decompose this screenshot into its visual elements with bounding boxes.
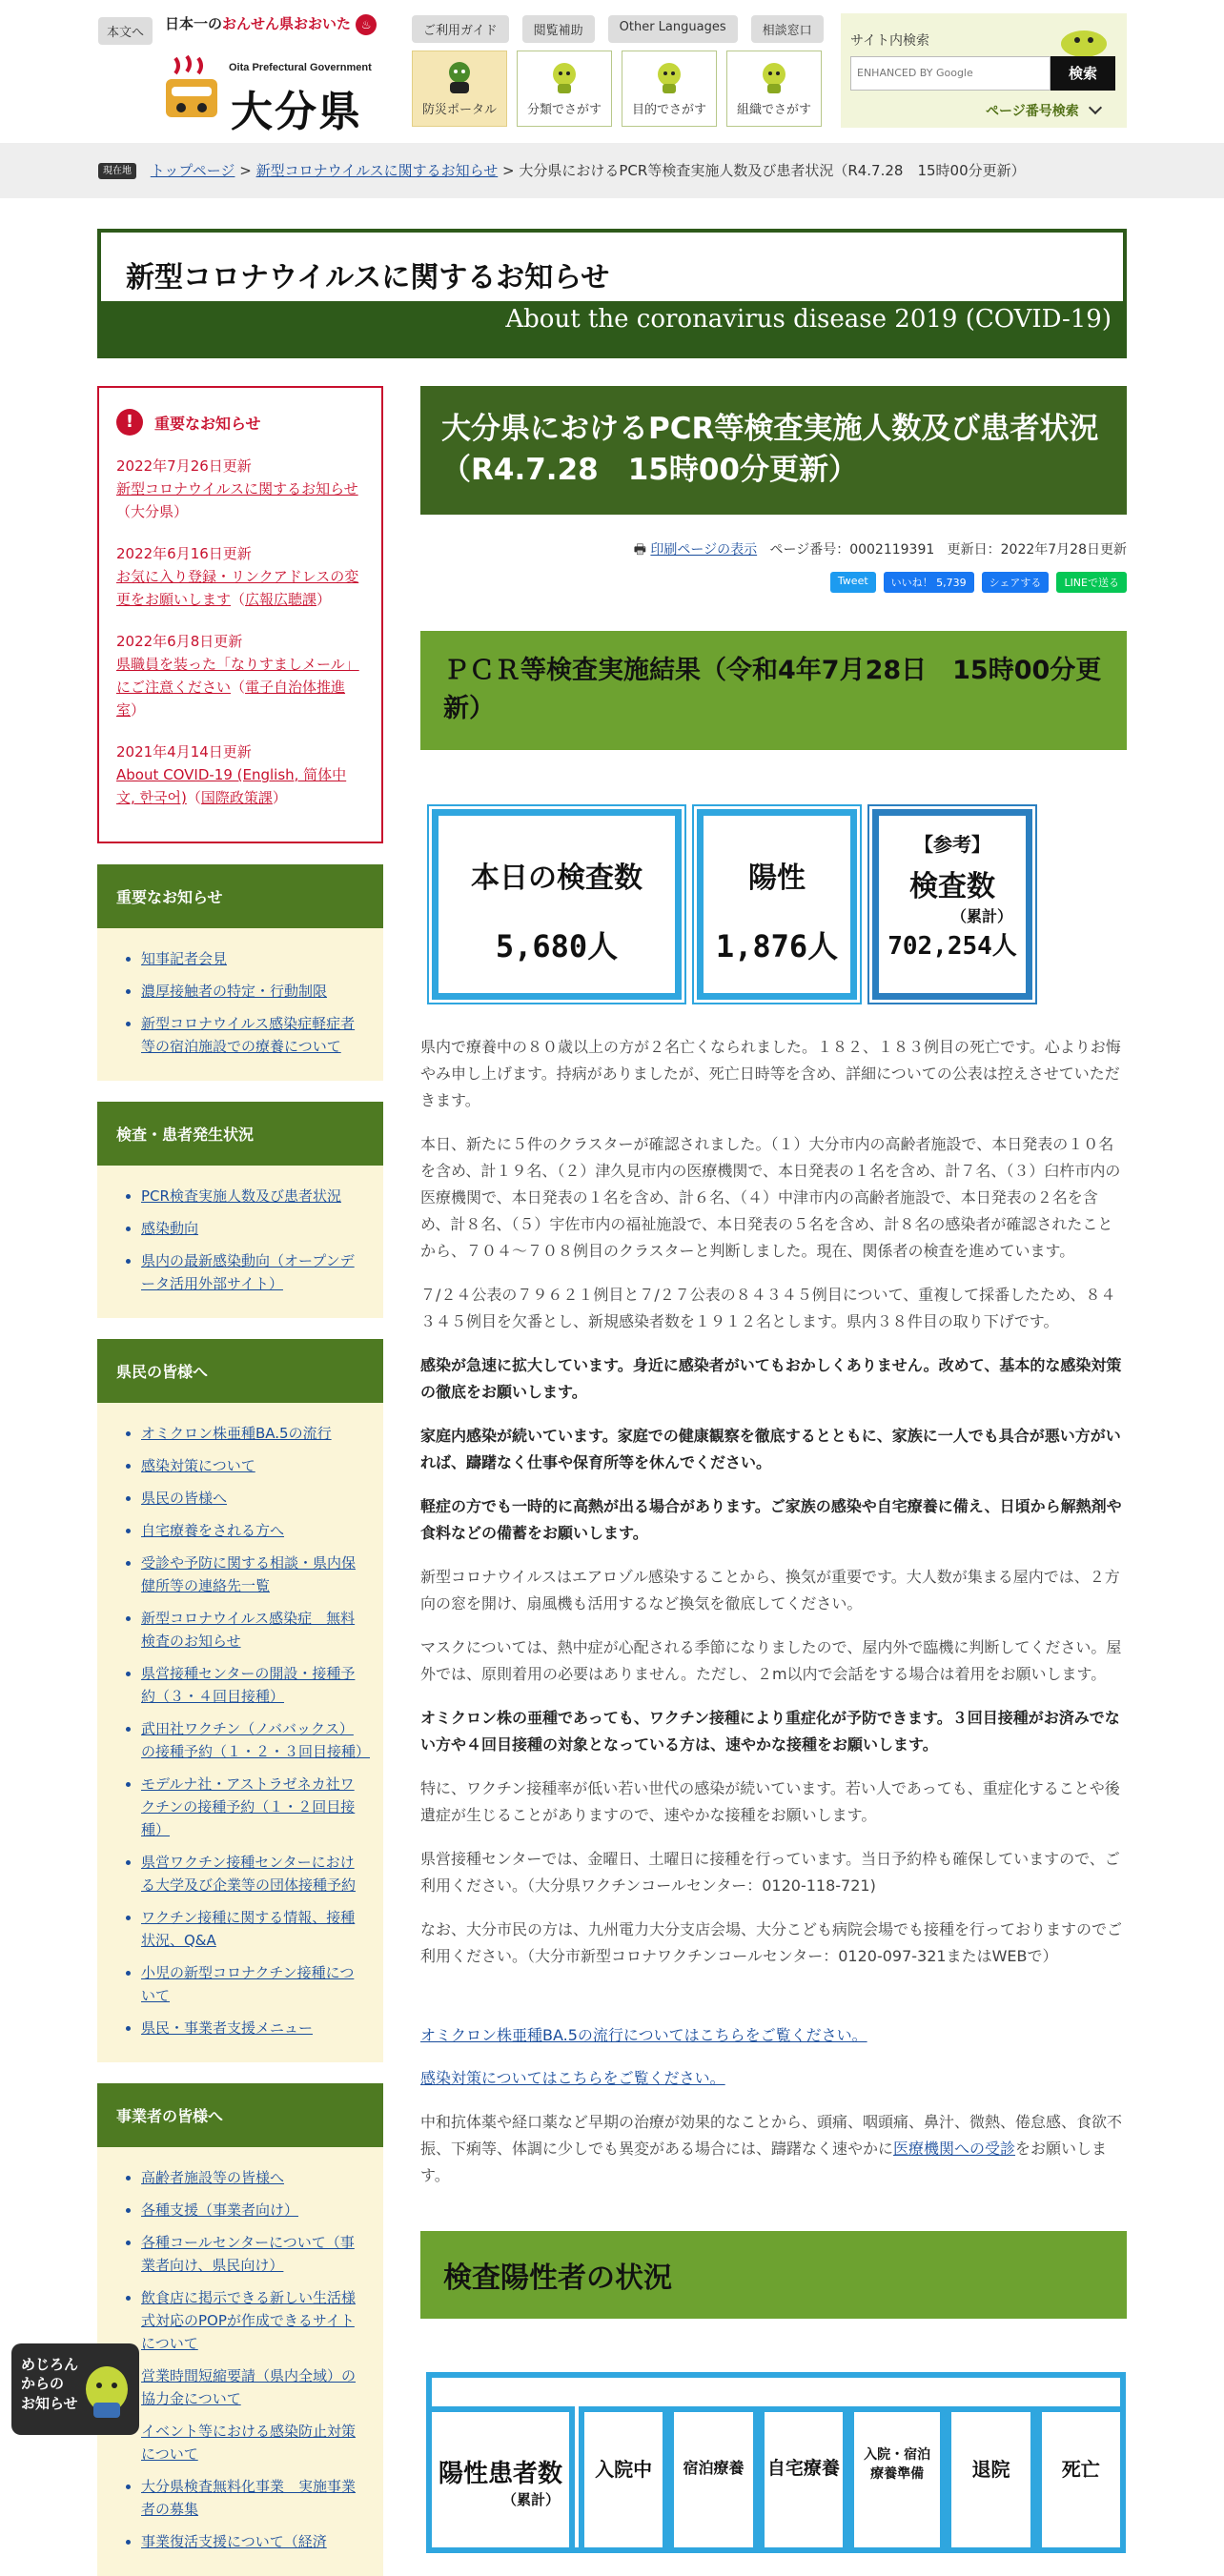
paragraph-emphasis: オミクロン株の亜種であっても、ワクチン接種により重症化が予防できます。３回目接種がお済みでない方や４回目接種の対象となっている方は、速やかな接種をお願いします。 bbox=[420, 1708, 1120, 1754]
sidebar bbox=[97, 386, 383, 2576]
news-link[interactable]: お気に入り登録・リンクアドレスの変更をお願いします bbox=[116, 568, 359, 608]
paragraph-emphasis: 感染が急速に拡大しています。身近に感染者がいてもおかしくありません。改めて、基本的な感染対策の徹底をお願いします。 bbox=[420, 1355, 1122, 1401]
section-heading-patients: 検査陽性者の状況 bbox=[420, 2231, 1127, 2319]
utility-languages-link[interactable]: Other Languages bbox=[608, 15, 738, 43]
paragraph-emphasis: 家庭内感染が続いています。家庭での健康観察を徹底するとともに、家族に一人でも具合が悪い方がいれば、躊躇なく仕事や保育所等を休んでください。 bbox=[420, 1426, 1121, 1471]
nav-disaster-portal[interactable]: 防災ポータル bbox=[412, 51, 507, 127]
side-link-item: • 知事記者会見 bbox=[141, 947, 364, 970]
side-link-item: • 武田社ワクチン（ノババックス）の接種予約（１・２・３回目接種） bbox=[141, 1717, 364, 1763]
paragraph: マスクについては、熱中症が心配される季節になりましたので、屋内外で臨機に判断してください。屋外では、原則着用の必要はありません。ただし、２m以内で会話をする場合は着用をお願いします。 bbox=[420, 1637, 1122, 1683]
page-title: 大分県におけるPCR等検査実施人数及び患者状況（R4.7.28 15時00分更新） bbox=[420, 386, 1127, 515]
main-content bbox=[420, 386, 1127, 2544]
stat-label: 検査数 bbox=[909, 869, 995, 903]
site-header bbox=[0, 0, 1224, 143]
table-header-cell: 入院中 bbox=[579, 2406, 668, 2553]
utility-consult-link[interactable]: 相談窓口 bbox=[751, 15, 824, 43]
table-header-cell: 自宅療養 bbox=[759, 2406, 848, 2553]
chevron-down-icon bbox=[1089, 101, 1102, 114]
side-link-item: • 小児の新型コロナクチン接種について bbox=[141, 1961, 364, 2007]
ba5-info-link[interactable]: オミクロン株亜種BA.5の流行についてはこちらをご覧ください。 bbox=[420, 2025, 867, 2044]
search-button[interactable]: 検索 bbox=[1051, 56, 1115, 91]
side-link-item: • 感染対策について bbox=[141, 1454, 364, 1477]
skip-to-content-link[interactable]: 本文へ bbox=[98, 17, 153, 45]
side-link-item: • 県民・事業者支援メニュー bbox=[141, 2017, 364, 2039]
breadcrumb-current: 大分県におけるPCR等検査実施人数及び患者状況（R4.7.28 15時00分更新） bbox=[519, 162, 1026, 179]
onsen-slogan bbox=[165, 13, 377, 35]
page-meta bbox=[420, 539, 1127, 562]
onsen-red-text: おんせん県おおいた bbox=[222, 15, 352, 32]
important-title: 重要なお知らせ bbox=[154, 414, 261, 433]
mejiron-mascot-icon bbox=[82, 2361, 132, 2422]
facebook-share-button[interactable]: シェアする bbox=[982, 572, 1050, 593]
side-section-title[interactable]: 県民の皆様へ bbox=[97, 1339, 383, 1403]
side-link-item: • 営業時間短縮要請（県内全域）の協力金について bbox=[141, 2364, 364, 2410]
dept-link[interactable]: 広報広聴課 bbox=[245, 591, 317, 608]
side-section-title[interactable]: 事業者の皆様へ bbox=[97, 2083, 383, 2147]
table-header-cell: 退院 bbox=[946, 2406, 1035, 2553]
side-link-item: • 県民の皆様へ bbox=[141, 1487, 364, 1510]
onsen-prefix: 日本一の bbox=[165, 15, 223, 32]
side-section-business bbox=[97, 2083, 383, 2576]
table-header-cell: 入院・宿泊療養準備 bbox=[848, 2406, 946, 2553]
side-section-title[interactable]: 重要なお知らせ bbox=[97, 864, 383, 928]
side-link-item: • 県営接種センターの開設・接種予約（３・４回目接種） bbox=[141, 1662, 364, 1708]
paragraph: 本日、新たに５件のクラスターが確認されました。（１）大分市内の高齢者施設で、本日発表の１０名を含め、計１９名、（２）津久見市内の医療機関で、本日発表の１名を含め、計７名、（３）臼杵市内の医療機関で、本日発表の１名を含め、計６名、（４）中津市内の高齢者施設で、本日発表の２名を含め、計８名、（５）宇佐市内の福祉施設で、本日発表の５名を含め、計８名の感染者が確認されたことから、７０４～７０８例目のクラスターと判断しました。現在、関係者の検査を進めています。 bbox=[420, 1134, 1121, 1260]
news-item: 2022年6月8日更新 県職員を装った「なりすましメール」にご注意ください（電子自治体推進室） bbox=[116, 633, 359, 719]
stat-ref-label: 【参考】 bbox=[914, 832, 990, 856]
side-link-item: • オミクロン株亜種BA.5の流行 bbox=[141, 1422, 364, 1445]
social-buttons bbox=[420, 572, 1127, 593]
dept-link[interactable]: 国際政策課 bbox=[200, 789, 273, 806]
side-section-title[interactable]: 検査・患者発生状況 bbox=[97, 1102, 383, 1166]
news-link[interactable]: 新型コロナウイルスに関するお知らせ bbox=[116, 480, 358, 497]
news-item: 2021年4月14日更新 About COVID-19 (English, 简体中文, 한국어)（国際政策課） bbox=[116, 743, 347, 806]
search-title: サイト内検索 bbox=[850, 33, 930, 49]
site-logo[interactable] bbox=[162, 52, 372, 136]
stat-sub-label: （累計） bbox=[950, 906, 1012, 925]
stat-label: 陽性 bbox=[748, 861, 806, 895]
table-header-cell: 宿泊療養 bbox=[668, 2406, 758, 2553]
side-link-item: • 自宅療養をされる方へ bbox=[141, 1519, 364, 1542]
stat-label: 本日の検査数 bbox=[471, 861, 643, 895]
side-link-item: • 新型コロナウイルス感染症軽症者等の宿泊施設での療養について bbox=[141, 1012, 364, 1058]
page-number-search-toggle[interactable]: ページ番号検索 bbox=[986, 101, 1100, 120]
facebook-like-button[interactable]: いいね！ 5,739 bbox=[884, 572, 974, 593]
table-header-cell: 死亡 bbox=[1036, 2406, 1126, 2553]
infection-control-link[interactable]: 感染対策についてはこちらをご覧ください。 bbox=[420, 2068, 725, 2087]
purpose-mascot-icon bbox=[651, 59, 687, 95]
side-link-item: • 各種支援（事業者向け） bbox=[141, 2199, 364, 2221]
logo-japanese: 大分県 bbox=[231, 88, 362, 136]
alert-icon: ! bbox=[116, 409, 143, 436]
news-item: 2022年7月26日更新 新型コロナウイルスに関するお知らせ（大分県） bbox=[116, 457, 358, 520]
stat-value: 5,680人 bbox=[495, 927, 619, 964]
updated-date: 更新日：2022年7月28日更新 bbox=[947, 541, 1127, 558]
side-link-item: • 大分県検査無料化事業 実施事業者の募集 bbox=[141, 2475, 364, 2521]
onsen-mark-icon: ♨ bbox=[356, 14, 377, 35]
section-heading-pcr: ＰＣＲ等検査実施結果（令和4年7月28日 15時00分更新） bbox=[420, 631, 1127, 750]
organization-mascot-icon bbox=[756, 59, 792, 95]
side-link-item: • 新型コロナウイルス感染症 無料検査のお知らせ bbox=[141, 1607, 364, 1653]
main-nav bbox=[412, 51, 822, 127]
tweet-button[interactable]: Tweet bbox=[830, 572, 876, 593]
side-link-item: • 飲食店に掲示できる新しい生活様式対応のPOPが作成できるサイトについて bbox=[141, 2286, 364, 2355]
hospital-visit-link[interactable]: 医療機関への受診 bbox=[893, 2139, 1016, 2158]
nav-by-organization[interactable]: 組織でさがす bbox=[726, 51, 822, 127]
breadcrumb: 現在地 トップページ > 新型コロナウイルスに関するお知らせ > 大分県におけるPCR等検査実施人数及び患者状況（R4.7.28 15時00分更新） bbox=[98, 160, 1026, 180]
side-link-item: • モデルナ社・アストラゼネカ社ワクチンの接種予約（１・２回目接種） bbox=[141, 1773, 364, 1841]
category-mascot-icon bbox=[546, 59, 582, 95]
breadcrumb-covid[interactable]: 新型コロナウイルスに関するお知らせ bbox=[255, 162, 499, 179]
stat-total-tests bbox=[872, 809, 1032, 1000]
covid-banner bbox=[97, 229, 1127, 358]
side-section-citizens bbox=[97, 1339, 383, 2062]
paragraph-emphasis: 軽症の方でも一時的に高熱が出る場合があります。ご家族の感染や自宅療養に備え、日頃から解熱剤や食料などの備蓄をお願いします。 bbox=[420, 1496, 1122, 1542]
banner-title: 新型コロナウイルスに関するお知らせ bbox=[126, 261, 610, 294]
breadcrumb-home[interactable]: トップページ bbox=[150, 162, 235, 179]
paragraph: 新型コロナウイルスはエアロゾル感染することから、換気が重要です。大人数が集まる屋内では、２方向の窓を開け、扇風機も活用するなど換気を徹底してください。 bbox=[420, 1567, 1120, 1613]
site-search-panel bbox=[841, 13, 1127, 128]
side-link-item: • PCR検査実施人数及び患者状況 bbox=[141, 1185, 364, 1207]
table-header-cell: 陽性患者数 （累計） bbox=[426, 2406, 575, 2553]
breadcrumb-bar bbox=[0, 143, 1224, 198]
logo-english: Oita Prefectural Government bbox=[229, 62, 372, 73]
utility-nav bbox=[412, 15, 824, 43]
search-input[interactable]: ENHANCED BY Google bbox=[850, 56, 1051, 91]
paragraph-treatment: 中和抗体薬や経口薬など早期の治療が効果的なことから、頭痛、咽頭痛、鼻汁、微熱、倦怠感、食欲不振、下痢等、体調に少しでも異変がある場合には、躊躇なく速やかに医療機関への受診をお願いします。 bbox=[420, 2112, 1123, 2184]
mejiron-news-badge[interactable]: めじろん からの お知らせ bbox=[11, 2343, 139, 2435]
side-link-item: • 受診や予防に関する相談・県内保健所等の連絡先一覧 bbox=[141, 1552, 364, 1597]
stat-positive bbox=[697, 809, 857, 1000]
nav-by-category[interactable]: 分類でさがす bbox=[517, 51, 612, 127]
patient-status-table bbox=[420, 2372, 1127, 2544]
paragraph: 特に、ワクチン接種率が低い若い世代の感染が続いています。若い人であっても、重症化することや後遺症が生じることがありますので、速やかな接種をお願いします。 bbox=[420, 1778, 1120, 1824]
side-link-item: • 感染動向 bbox=[141, 1217, 364, 1240]
news-item: 2022年6月16日更新 お気に入り登録・リンクアドレスの変更をお願いします（広報広聴課） bbox=[116, 545, 359, 608]
nav-by-purpose[interactable]: 目的でさがす bbox=[622, 51, 717, 127]
side-link-item: • 県内の最新感染動向（オープンデータ活用外部サイト） bbox=[141, 1249, 364, 1295]
important-notice-box bbox=[97, 386, 383, 843]
stat-today-tests bbox=[432, 809, 682, 1000]
utility-accessibility-link[interactable]: 閲覧補助 bbox=[522, 15, 595, 43]
utility-guide-link[interactable]: ご利用ガイド bbox=[412, 15, 509, 43]
logo-mascot-icon bbox=[162, 54, 221, 123]
paragraph: 県内で療養中の８０歳以上の方が２名亡くなられました。１８２、１８３例目の死亡です。心よりお悔やみ申し上げます。持病がありましたが、死亡日時等を含め、詳細についての公表は控えさせていただきます。 bbox=[420, 1037, 1121, 1109]
line-share-button[interactable]: LINEで送る bbox=[1056, 572, 1127, 593]
banner-english: About the coronavirus disease 2019 (COVID-19) bbox=[505, 305, 1112, 334]
pcr-stats-panel bbox=[420, 798, 1127, 1017]
side-link-item: • 高齢者施設等の皆様へ bbox=[141, 2166, 364, 2189]
side-section-important bbox=[97, 864, 383, 1081]
side-link-item: • 県営ワクチン接種センターにおける大学及び企業等の団体接種予約 bbox=[141, 1851, 364, 1897]
mejiron-mascot-icon bbox=[1052, 19, 1115, 57]
side-link-item: • 濃厚接触者の特定・行動制限 bbox=[141, 980, 364, 1003]
paragraph: なお、大分市民の方は、九州電力大分支店会場、大分こども病院会場でも接種を行っておりますのでご利用ください。（大分市新型コロナワクチンコールセンター：0120-097-321またはWEBで） bbox=[420, 1919, 1123, 1965]
page-number: ページ番号：0002119391 bbox=[769, 541, 935, 558]
paragraph: 県営接種センターでは、金曜日、土曜日に接種を行っています。当日予約枠も確保していますので、ご利用ください。（大分県ワクチンコールセンター：0120-118-721) bbox=[420, 1849, 1120, 1895]
print-icon: 🖶 bbox=[633, 541, 646, 558]
paragraph: ７/２４公表の７９６２１例目と７/２７公表の８４３４５例目について、重複して採番したため、８４３４５例目を欠番とし、新規感染者数を１９１２名とします。県内３８件目の取り下げです。 bbox=[420, 1285, 1116, 1330]
disaster-mascot-icon bbox=[441, 59, 478, 95]
stat-value: 702,254人 bbox=[887, 931, 1017, 961]
side-link-item: • イベント等における感染防止対策について bbox=[141, 2420, 364, 2465]
side-link-item: • 各種コールセンターについて（事業者向け、県民向け） bbox=[141, 2231, 364, 2277]
stat-value: 1,876人 bbox=[715, 927, 839, 964]
news-link[interactable]: About COVID-19 (English, 简体中文, 한국어) bbox=[116, 766, 347, 806]
print-page-link[interactable]: 印刷ページの表示 bbox=[650, 541, 758, 558]
side-link-item: • 事業復活支援について（経済 bbox=[141, 2530, 364, 2553]
side-link-item: • ワクチン接種に関する情報、接種状況、Q&A bbox=[141, 1906, 364, 1952]
current-location-badge: 現在地 bbox=[98, 163, 136, 179]
side-section-testing bbox=[97, 1102, 383, 1318]
dept-link[interactable]: 電子自治体推進室 bbox=[116, 679, 346, 719]
news-link[interactable]: 県職員を装った「なりすましメール」にご注意ください bbox=[116, 656, 359, 696]
